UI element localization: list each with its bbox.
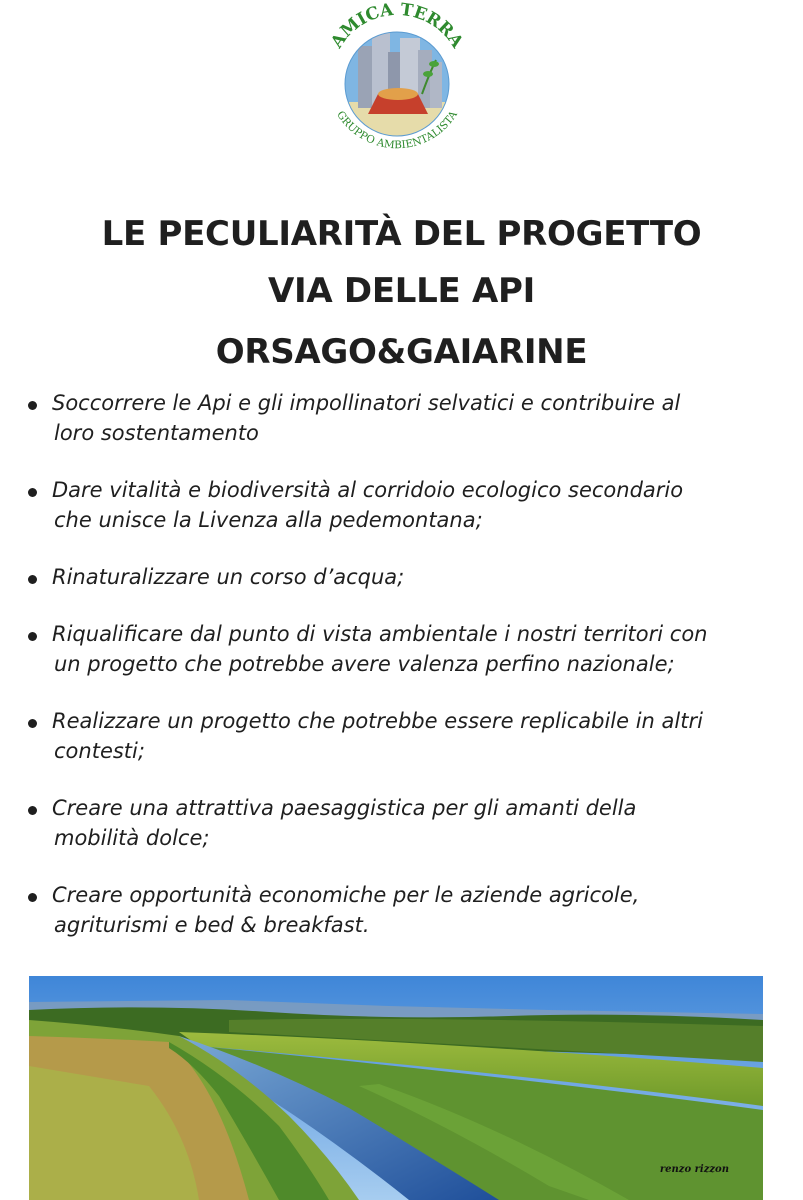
list-item-line: Creare opportunità economiche per le aziende agricole, bbox=[52, 883, 640, 907]
page-title bbox=[0, 206, 803, 381]
list-item-line: Dare vitalità e biodiversità al corridoio ecologico secondario bbox=[52, 478, 684, 502]
list-item bbox=[26, 388, 786, 448]
logo-bottom-text: GRUPPO AMBIENTALISTA bbox=[334, 108, 460, 152]
list-item bbox=[26, 619, 786, 679]
bullet-dot bbox=[28, 632, 37, 641]
photo-signature: renzo rizzon bbox=[659, 1164, 729, 1175]
logo-top-text: AMICA TERRA bbox=[327, 2, 467, 52]
title-line-1: LE PECULIARITÀ DEL PROGETTO bbox=[101, 214, 702, 254]
list-item-line: Realizzare un progetto che potrebbe essere replicabile in altri bbox=[52, 709, 703, 733]
list-item-line: che unisce la Livenza alla pedemontana; bbox=[54, 508, 483, 532]
bullet-list bbox=[26, 388, 786, 967]
bullet-dot bbox=[28, 719, 37, 728]
logo-emblem bbox=[314, 2, 480, 162]
bullet-dot bbox=[28, 806, 37, 815]
list-item-line: loro sostentamento bbox=[54, 421, 259, 445]
list-item bbox=[26, 475, 786, 535]
bullet-dot bbox=[28, 575, 37, 584]
list-item-line: agriturismi e bed & breakfast. bbox=[54, 913, 370, 937]
list-item-line: Soccorrere le Api e gli impollinatori selvatici e contribuire al bbox=[52, 391, 681, 415]
list-item-line: Creare una attrattiva paesaggistica per gli amanti della bbox=[52, 796, 637, 820]
list-item bbox=[26, 706, 786, 766]
list-item bbox=[26, 793, 786, 853]
title-line-2: VIA DELLE API bbox=[268, 271, 535, 311]
list-item-line: mobilità dolce; bbox=[54, 826, 210, 850]
title-line-3: ORSAGO&GAIARINE bbox=[215, 332, 588, 372]
list-item-line: Rinaturalizzare un corso d’acqua; bbox=[52, 565, 405, 589]
amica-terra-logo bbox=[314, 2, 480, 162]
landscape-photo bbox=[29, 976, 763, 1200]
canal-landscape-image bbox=[29, 976, 763, 1200]
list-item-line: Riqualificare dal punto di vista ambientale i nostri territori con bbox=[52, 622, 708, 646]
bullet-dot bbox=[28, 893, 37, 902]
list-item-line: contesti; bbox=[54, 739, 145, 763]
bullet-dot bbox=[28, 401, 37, 410]
list-item bbox=[26, 880, 786, 940]
bullet-dot bbox=[28, 488, 37, 497]
list-item-line: un progetto che potrebbe avere valenza perfino nazionale; bbox=[54, 652, 675, 676]
list-item bbox=[26, 562, 786, 592]
